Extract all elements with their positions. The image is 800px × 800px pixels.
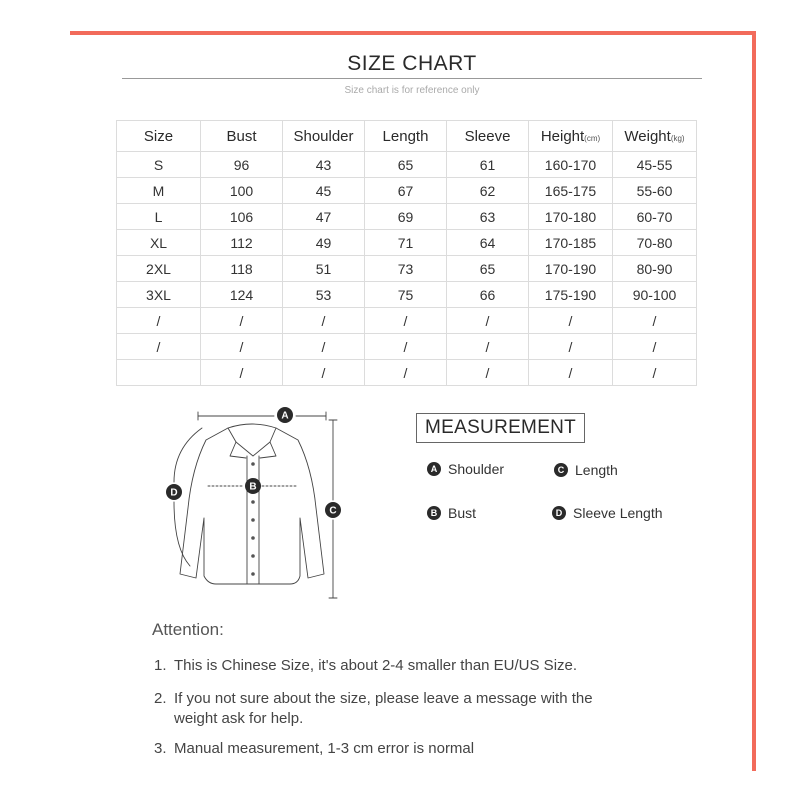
table-cell: / [447,308,529,334]
table-cell: / [201,334,283,360]
table-cell: 170-180 [529,204,613,230]
table-cell: 70-80 [613,230,697,256]
table-cell: / [283,360,365,386]
table-cell: 66 [447,282,529,308]
legend-label: Sleeve Length [573,505,663,521]
table-cell: 160-170 [529,152,613,178]
table-cell [117,360,201,386]
table-cell: / [613,360,697,386]
shirt-button [251,554,255,558]
legend-item-length [554,462,618,478]
table-cell: 45 [283,178,365,204]
table-cell: 96 [201,152,283,178]
column-header-label: Weight [624,127,671,145]
marker-c [325,502,341,518]
attention-note-3 [154,739,674,759]
column-header [117,121,201,152]
shirt-collar [228,424,276,456]
table-cell: 69 [365,204,447,230]
table-row [117,334,697,360]
badge-b-icon: B [427,506,441,520]
table-row [117,230,697,256]
table-cell: 65 [365,152,447,178]
table-cell: / [529,360,613,386]
table-cell: 80-90 [613,256,697,282]
marker-d-label: D [170,487,178,499]
table-cell: 170-190 [529,256,613,282]
table-cell: 62 [447,178,529,204]
table-cell: 3XL [117,282,201,308]
table-cell: / [529,308,613,334]
table-cell: / [283,334,365,360]
column-header [613,121,697,152]
table-cell: 53 [283,282,365,308]
attention-title: Attention: [152,620,224,639]
marker-a-label: A [281,410,289,422]
frame-right-border [752,31,756,771]
shirt-button [251,518,255,522]
note-number: 2. [154,690,167,707]
legend-label: Bust [448,505,477,521]
badge-d-icon: D [552,506,566,520]
table-cell: 67 [365,178,447,204]
shirt-button [251,572,255,576]
column-header-label: Shoulder [293,127,354,145]
table-cell: / [201,308,283,334]
marker-a [277,407,293,423]
column-header-label: Length [382,127,429,145]
column-header [201,121,283,152]
table-cell: 65 [447,256,529,282]
table-cell: 118 [201,256,283,282]
table-cell: / [365,334,447,360]
table-row [117,204,697,230]
table-cell: 60-70 [613,204,697,230]
column-header [529,121,613,152]
measurement-title: MEASUREMENT [416,413,585,443]
table-cell: / [117,334,201,360]
table-cell: / [365,360,447,386]
legend-label: Length [575,462,618,478]
attention-note-1 [154,656,674,676]
column-header-label: Size [143,127,174,145]
table-cell: 63 [447,204,529,230]
table-cell: / [283,308,365,334]
table-cell: 106 [201,204,283,230]
table-cell: M [117,178,201,204]
note-text: This is Chinese Size, it's about 2-4 smaller than EU/US Size. [174,657,578,674]
table-cell: 64 [447,230,529,256]
page-subtitle: Size chart is for reference only [344,85,480,96]
column-header-unit: (cm) [584,133,601,143]
note-number: 1. [154,657,167,674]
shirt-outline [180,428,324,584]
table-cell: 55-60 [613,178,697,204]
marker-b-label: B [249,481,257,493]
legend-label: Shoulder [448,461,505,477]
column-header-label: Sleeve [464,127,511,145]
table-cell: 90-100 [613,282,697,308]
column-header-label: Height [540,127,585,145]
table-cell: / [529,334,613,360]
collar-left [230,442,246,458]
table-cell: 61 [447,152,529,178]
attention-note-2 [154,689,674,729]
note-text-continued: weight ask for help. [174,710,304,727]
table-cell: / [613,334,697,360]
table-cell: 75 [365,282,447,308]
marker-d [166,484,182,500]
table-cell: 112 [201,230,283,256]
frame-top-border [70,31,756,35]
table-cell: 43 [283,152,365,178]
table-cell: 2XL [117,256,201,282]
marker-b [245,478,261,494]
collar-right [260,442,276,458]
table-row [117,178,697,204]
table-row [117,282,697,308]
title-divider [122,78,702,79]
note-text: If you not sure about the size, please leave a message with the [174,690,593,707]
shirt-diagram [150,398,360,603]
legend-item-shoulder [427,461,504,477]
table-cell: 175-190 [529,282,613,308]
table-row [117,152,697,178]
table-cell: 49 [283,230,365,256]
shirt-button [251,462,255,466]
shirt-button [251,536,255,540]
table-cell: / [365,308,447,334]
table-cell: / [447,360,529,386]
table-row [117,360,697,386]
table-cell: 100 [201,178,283,204]
table-cell: 51 [283,256,365,282]
page-title: SIZE CHART [347,52,477,75]
table-header-row [117,121,697,152]
table-row [117,256,697,282]
note-number: 3. [154,740,167,757]
column-header-unit: (kg) [670,133,685,143]
legend-item-sleeve-length [552,505,663,521]
table-cell: / [447,334,529,360]
table-cell: L [117,204,201,230]
table-cell: 73 [365,256,447,282]
table-cell: / [201,360,283,386]
note-text: Manual measurement, 1-3 cm error is normal [174,740,475,757]
table-cell: / [117,308,201,334]
table-cell: 45-55 [613,152,697,178]
badge-a-icon: A [427,462,441,476]
table-cell: S [117,152,201,178]
table-row [117,308,697,334]
column-header [447,121,529,152]
column-header [283,121,365,152]
table-cell: 71 [365,230,447,256]
table-cell: 165-175 [529,178,613,204]
table-cell: 124 [201,282,283,308]
table-cell: / [613,308,697,334]
table-cell: 47 [283,204,365,230]
column-header [365,121,447,152]
size-table [116,120,697,386]
marker-c-label: C [329,505,337,517]
shirt-button [251,500,255,504]
table-cell: 170-185 [529,230,613,256]
legend-item-bust [427,505,476,521]
column-header-label: Bust [226,127,257,145]
table-cell: XL [117,230,201,256]
badge-c-icon: C [554,463,568,477]
sleeve-measure-line [174,428,202,482]
